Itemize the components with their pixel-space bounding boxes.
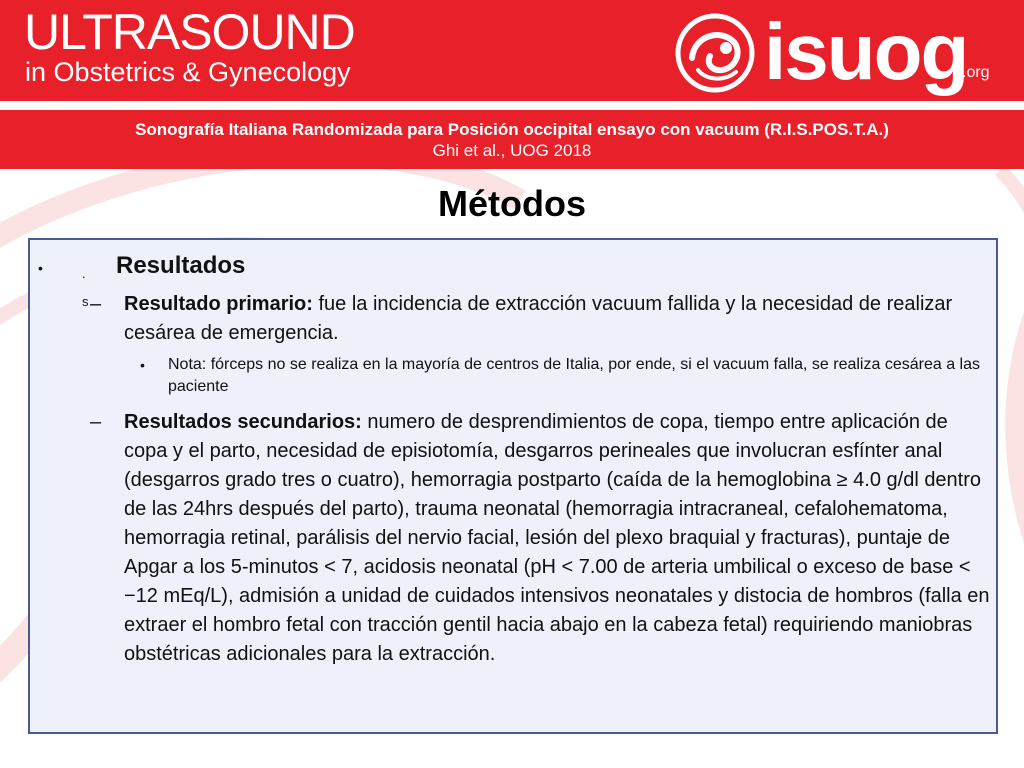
bullet-icon: • bbox=[38, 260, 43, 276]
journal-subtitle: in Obstetrics & Gynecology bbox=[25, 57, 351, 87]
study-banner bbox=[0, 110, 1024, 169]
section-heading: Resultados bbox=[116, 252, 246, 279]
primary-label: Resultado primario: bbox=[124, 293, 313, 315]
dash-icon: – bbox=[90, 411, 102, 433]
journal-title: ULTRASOUND bbox=[24, 4, 355, 60]
fetus-logo-icon bbox=[672, 10, 758, 96]
journal-header bbox=[0, 0, 1024, 101]
logo-text: isuog bbox=[764, 7, 968, 96]
study-title: Sonografía Italiana Randomizada para Posición occipital ensayo con vacuum (R.I.S.POS.T.A.) bbox=[135, 120, 889, 139]
secondary-description: numero de desprendimientos de copa, tiempo entre aplicación de copa y el parto, necesidad de episiotomía, desgarros perineales que involucran esfínter anal (desgarros grado tres o cuatro), hemorragia postparto (caída de la hemoglobina ≥ 4.0 g/dl dentro de las 24hrs después del parto), trauma neonatal (hemorragia intracraneal, cefalohematoma, hemorragia retinal, parálisis del nervio facial, lesión del plexo braquial y fracturas), puntaje de Apgar a los 5-minutos < 7, acidosis neonatal (pH < 7.00 de arteria umbilical o exceso de base < −12 mEq/L), admisión a unidad de cuidados intensivos neonatales y distocia de hombros (falla en extraer el hombro fetal con tracción gentil hacia abajo en la cabeza fetal) requiriendo maniobras obstétricas adicionales para la extracción. bbox=[124, 411, 990, 665]
citation: Ghi et al., UOG 2018 bbox=[432, 141, 592, 160]
logo-domain: .org bbox=[962, 64, 990, 81]
isuog-logo bbox=[672, 8, 992, 98]
secondary-outcomes-text bbox=[124, 408, 990, 669]
header-divider bbox=[0, 101, 1024, 110]
slide-title: Métodos bbox=[438, 183, 586, 224]
primary-description: fue la incidencia de extracción vacuum fallida y la necesidad de realizar cesárea de emergencia. bbox=[124, 293, 953, 344]
dash-icon: – bbox=[90, 293, 102, 315]
small-mark: . s bbox=[82, 266, 89, 309]
bullet-icon: • bbox=[140, 357, 145, 373]
primary-outcome-text bbox=[124, 290, 990, 348]
secondary-label: Resultados secundarios: bbox=[124, 411, 362, 433]
content-box bbox=[28, 238, 998, 734]
note-text: Nota: fórceps no se realiza en la mayoría de centros de Italia, por ende, si el vacuum falla, se realiza cesárea a las paciente bbox=[168, 356, 980, 395]
